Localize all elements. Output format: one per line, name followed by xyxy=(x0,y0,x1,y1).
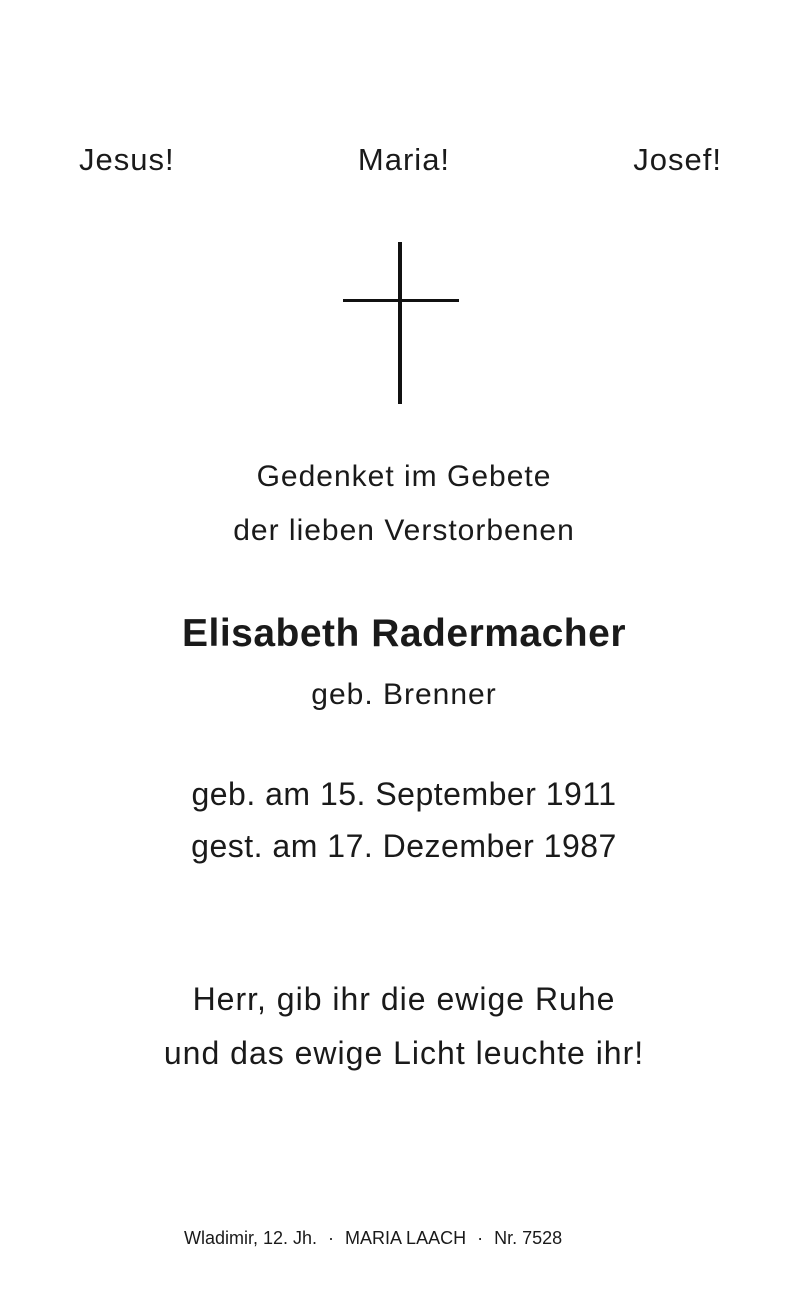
birth-date: geb. am 15. September 1911 xyxy=(191,776,617,812)
death-date: gest. am 17. Dezember 1987 xyxy=(191,828,617,864)
cross-icon xyxy=(343,242,459,404)
footer-publisher: MARIA LAACH xyxy=(345,1228,467,1248)
footer-separator: · xyxy=(477,1228,484,1248)
prayer-line-2: und das ewige Licht leuchte ihr! xyxy=(163,1035,645,1071)
invocation-jesus: Jesus! xyxy=(79,142,175,177)
cross-vertical-bar xyxy=(398,242,402,404)
intro-line-1: Gedenket im Gebete xyxy=(256,460,552,493)
prayer-line-1: Herr, gib ihr die ewige Ruhe xyxy=(192,981,616,1017)
footer-separator: · xyxy=(328,1228,335,1248)
footer xyxy=(184,1229,562,1247)
deceased-name: Elisabeth Radermacher xyxy=(181,612,626,655)
maiden-name: geb. Brenner xyxy=(311,678,497,711)
cross-horizontal-bar xyxy=(343,299,459,302)
intro-line-2: der lieben Verstorbenen xyxy=(233,514,575,547)
footer-credit: Wladimir, 12. Jh. xyxy=(184,1228,318,1248)
invocation-maria: Maria! xyxy=(357,142,451,177)
invocation-josef: Josef! xyxy=(633,142,722,177)
footer-number: Nr. 7528 xyxy=(494,1228,563,1248)
